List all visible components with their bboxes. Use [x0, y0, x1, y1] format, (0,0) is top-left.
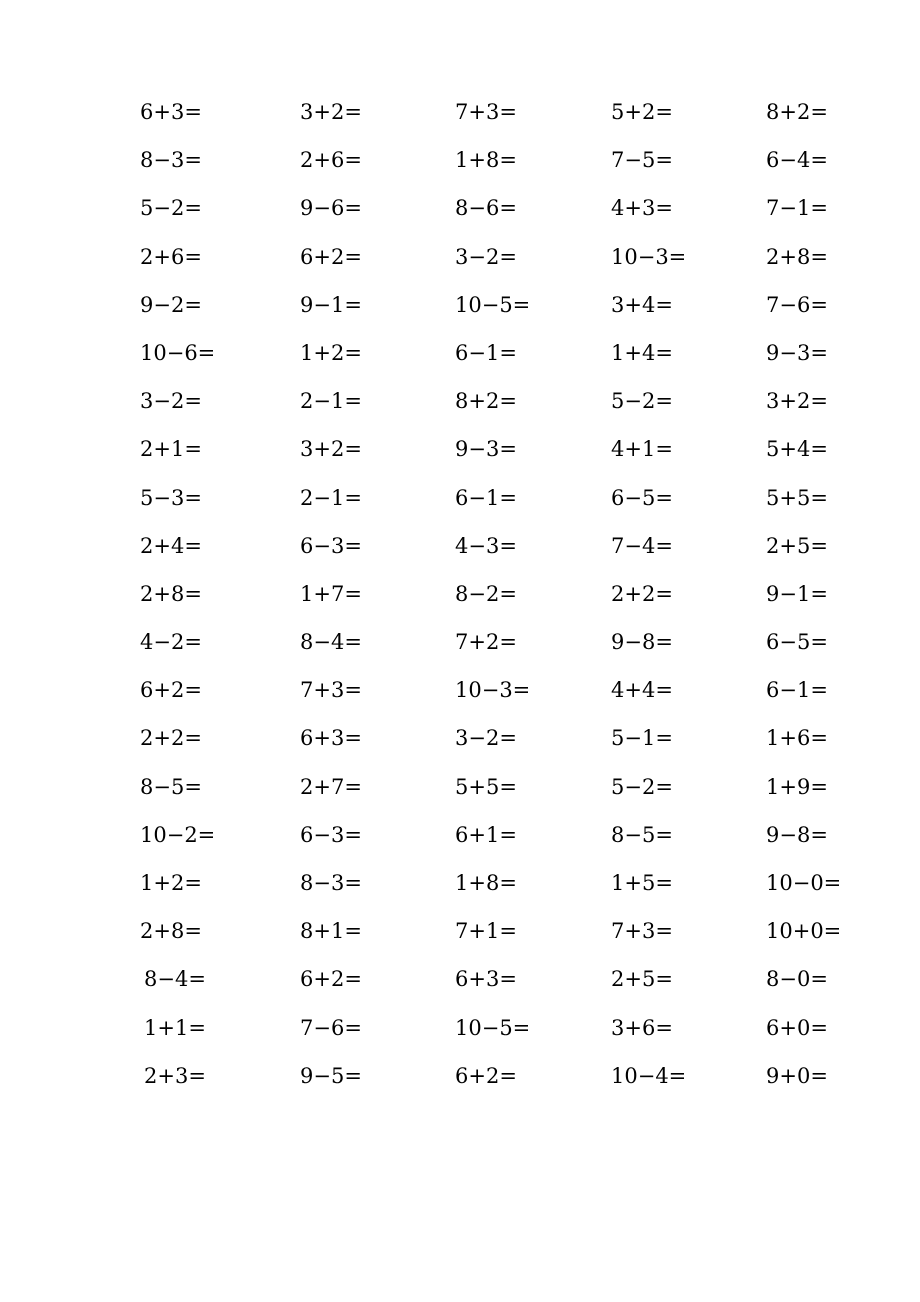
- math-problem: 3+4=: [611, 292, 673, 317]
- math-problem: 2+3=: [144, 1063, 206, 1088]
- math-problem: 6+2=: [140, 678, 202, 703]
- math-problem: 2+1=: [140, 437, 202, 462]
- math-problem: 5+5=: [766, 485, 828, 510]
- math-problem: 10−5=: [455, 1015, 531, 1040]
- math-problem: 1+4=: [611, 340, 673, 365]
- math-problem: 3+6=: [611, 1015, 673, 1040]
- arithmetic-problem-grid: [0, 88, 920, 1100]
- math-problem: 6−5=: [611, 485, 673, 510]
- math-problem: 6+1=: [455, 822, 517, 847]
- math-problem: 8−5=: [140, 774, 202, 799]
- math-problem: 9−5=: [300, 1063, 362, 1088]
- math-problem: 4+4=: [611, 678, 673, 703]
- math-problem: 6−1=: [455, 340, 517, 365]
- math-problem: 6−1=: [766, 678, 828, 703]
- math-problem: 7+1=: [455, 919, 517, 944]
- math-problem: 1+1=: [144, 1015, 206, 1040]
- math-problem: 6+2=: [300, 967, 362, 992]
- problem-row: [0, 88, 920, 136]
- math-problem: 1+2=: [140, 871, 202, 895]
- math-problem: 9−8=: [611, 630, 673, 655]
- math-problem: 7−4=: [611, 533, 673, 558]
- problem-row: [0, 474, 920, 522]
- math-problem: 5+5=: [455, 774, 517, 799]
- math-problem: 9−2=: [140, 292, 202, 317]
- problem-row: [0, 329, 920, 377]
- math-problem: 6+2=: [300, 244, 362, 269]
- problem-row: [0, 714, 920, 762]
- math-problem: 10+0=: [766, 919, 842, 944]
- problem-row: [0, 425, 920, 473]
- math-problem: 2+4=: [140, 533, 202, 558]
- math-problem: 3−2=: [455, 726, 517, 751]
- math-problem: 2+5=: [611, 967, 673, 992]
- problem-row: [0, 570, 920, 618]
- math-problem: 3−2=: [140, 389, 202, 414]
- math-problem: 7−6=: [300, 1015, 362, 1040]
- math-problem: 1+8=: [455, 148, 517, 173]
- math-problem: 9−3=: [455, 437, 517, 462]
- problem-row: [0, 377, 920, 425]
- math-problem: 8−2=: [455, 581, 517, 606]
- problem-row: [0, 522, 920, 570]
- math-problem: 7+3=: [300, 678, 362, 703]
- math-problem: 6+0=: [766, 1015, 828, 1040]
- math-problem: 2+8=: [766, 244, 828, 269]
- problem-row: [0, 618, 920, 666]
- math-problem: 2+8=: [140, 919, 202, 944]
- math-problem: 8−4=: [144, 967, 206, 992]
- problem-row: [0, 233, 920, 281]
- math-problem: 1+7=: [300, 581, 362, 606]
- math-problem: 1+5=: [611, 871, 673, 895]
- math-problem: 1+8=: [455, 871, 517, 895]
- math-problem: 2+8=: [140, 581, 202, 606]
- math-problem: 2+2=: [611, 581, 673, 606]
- math-problem: 10−3=: [455, 678, 531, 703]
- math-problem: 7+3=: [455, 100, 517, 124]
- problem-row: [0, 1004, 920, 1052]
- math-problem: 10−0=: [766, 871, 842, 895]
- math-problem: 5+4=: [766, 437, 828, 462]
- math-problem: 1+2=: [300, 340, 362, 365]
- math-problem: 9+0=: [766, 1063, 828, 1088]
- problem-row: [0, 763, 920, 811]
- math-problem: 5−2=: [611, 389, 673, 414]
- math-problem: 4+1=: [611, 437, 673, 462]
- math-problem: 3+2=: [766, 389, 828, 414]
- math-problem: 9−6=: [300, 196, 362, 221]
- problem-row: [0, 811, 920, 859]
- math-problem: 4−3=: [455, 533, 517, 558]
- math-problem: 3+2=: [300, 100, 362, 124]
- math-problem: 2−1=: [300, 389, 362, 414]
- math-problem: 8−0=: [766, 967, 828, 992]
- math-problem: 6+3=: [140, 100, 202, 124]
- math-problem: 4−2=: [140, 630, 202, 655]
- math-problem: 9−1=: [766, 581, 828, 606]
- math-problem: 1+6=: [766, 726, 828, 751]
- problem-row: [0, 666, 920, 714]
- math-problem: 6+3=: [300, 726, 362, 751]
- problem-row: [0, 184, 920, 232]
- math-problem: 5−1=: [611, 726, 673, 751]
- problem-row: [0, 955, 920, 1003]
- math-problem: 9−3=: [766, 340, 828, 365]
- math-problem: 8−6=: [455, 196, 517, 221]
- math-problem: 10−3=: [611, 244, 687, 269]
- math-problem: 8+2=: [766, 100, 828, 124]
- math-problem: 6+3=: [455, 967, 517, 992]
- math-problem: 10−2=: [140, 822, 216, 847]
- problem-row: [0, 1052, 920, 1100]
- math-problem: 8+1=: [300, 919, 362, 944]
- math-problem: 7−6=: [766, 292, 828, 317]
- math-problem: 7+3=: [611, 919, 673, 944]
- math-problem: 9−8=: [766, 822, 828, 847]
- math-problem: 10−4=: [611, 1063, 687, 1088]
- problem-row: [0, 136, 920, 184]
- math-problem: 9−1=: [300, 292, 362, 317]
- math-problem: 2+5=: [766, 533, 828, 558]
- math-problem: 2−1=: [300, 485, 362, 510]
- math-problem: 6−1=: [455, 485, 517, 510]
- math-problem: 5−2=: [140, 196, 202, 221]
- math-problem: 6−4=: [766, 148, 828, 173]
- problem-row: [0, 281, 920, 329]
- math-problem: 6−3=: [300, 822, 362, 847]
- math-problem: 2+6=: [140, 244, 202, 269]
- math-problem: 5−3=: [140, 485, 202, 510]
- math-problem: 8−5=: [611, 822, 673, 847]
- math-problem: 4+3=: [611, 196, 673, 221]
- problem-row: [0, 907, 920, 955]
- math-problem: 8−3=: [300, 871, 362, 895]
- math-problem: 6+2=: [455, 1063, 517, 1088]
- math-problem: 2+7=: [300, 774, 362, 799]
- math-problem: 3+2=: [300, 437, 362, 462]
- math-problem: 8+2=: [455, 389, 517, 414]
- math-problem: 2+2=: [140, 726, 202, 751]
- math-problem: 5−2=: [611, 774, 673, 799]
- math-problem: 10−5=: [455, 292, 531, 317]
- math-problem: 7−5=: [611, 148, 673, 173]
- math-problem: 3−2=: [455, 244, 517, 269]
- math-problem: 1+9=: [766, 774, 828, 799]
- math-problem: 2+6=: [300, 148, 362, 173]
- math-problem: 7−1=: [766, 196, 828, 221]
- math-problem: 7+2=: [455, 630, 517, 655]
- math-problem: 10−6=: [140, 340, 216, 365]
- math-problem: 8−3=: [140, 148, 202, 173]
- math-problem: 8−4=: [300, 630, 362, 655]
- problem-row: [0, 859, 920, 907]
- math-problem: 5+2=: [611, 100, 673, 124]
- math-problem: 6−5=: [766, 630, 828, 655]
- math-problem: 6−3=: [300, 533, 362, 558]
